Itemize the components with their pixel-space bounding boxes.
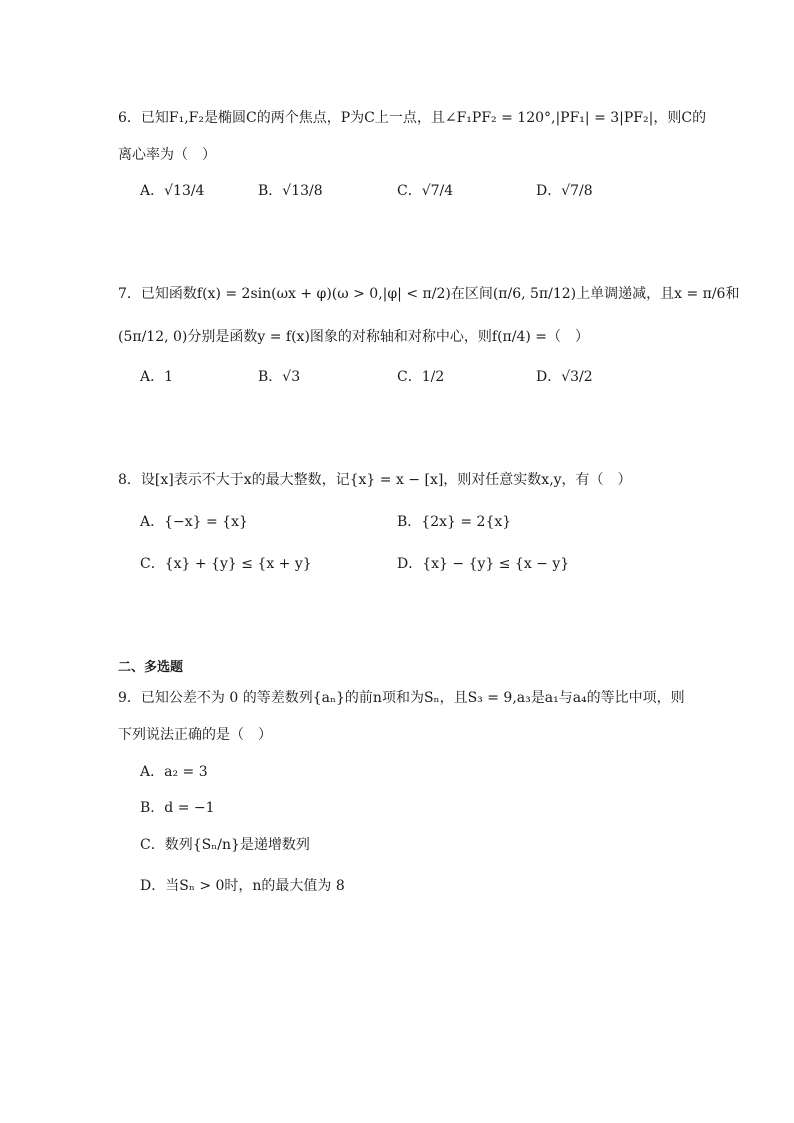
q8-option-d: D．{x} − {y} ≤ {x − y} bbox=[397, 556, 570, 572]
q7-option-a: A．1 bbox=[140, 369, 174, 385]
q7-stem-line1: 7．已知函数f(x) = 2sin(ωx + φ)(ω > 0,|φ| < π/2)在区间(π/6, 5π/12)上单调递减，且x = π/6和 bbox=[118, 286, 740, 302]
section-heading-multiple-choice: 二、多选题 bbox=[118, 660, 184, 675]
q9-stem-line2: 下列说法正确的是（ ） bbox=[118, 727, 272, 743]
q6-stem-line2: 离心率为（ ） bbox=[118, 147, 216, 163]
q7-option-b: B．√3 bbox=[258, 369, 301, 385]
q8-option-a: A．{−x} = {x} bbox=[140, 514, 248, 530]
q6-option-d: D．√7/8 bbox=[536, 183, 593, 199]
q7-stem-line2: (5π/12, 0)分别是函数y = f(x)图象的对称轴和对称中心，则f(π/4) =（ ） bbox=[118, 329, 590, 345]
q8-stem-line1: 8．设[x]表示不大于x的最大整数，记{x} = x − [x]，则对任意实数x,y，有（ ） bbox=[118, 472, 632, 488]
q9-option-b: B．d = −1 bbox=[140, 800, 215, 816]
q6-option-a: A．√13/4 bbox=[140, 183, 205, 199]
q6-stem-line1: 6．已知F₁,F₂是椭圆C的两个焦点，P为C上一点，且∠F₁PF₂ = 120°,|PF₁| = 3|PF₂|，则C的 bbox=[118, 110, 707, 126]
q9-option-a: A．a₂ = 3 bbox=[140, 764, 208, 780]
q7-option-d: D．√3/2 bbox=[536, 369, 593, 385]
q9-option-c: C．数列{Sₙ/n}是递增数列 bbox=[140, 837, 310, 853]
q7-option-c: C．1/2 bbox=[397, 369, 445, 385]
q6-option-b: B．√13/8 bbox=[258, 183, 323, 199]
q8-option-b: B．{2x} = 2{x} bbox=[397, 514, 512, 530]
q9-option-d: D．当Sₙ > 0时，n的最大值为 8 bbox=[140, 878, 345, 894]
q8-option-c: C．{x} + {y} ≤ {x + y} bbox=[140, 556, 312, 572]
q9-stem-line1: 9．已知公差不为 0 的等差数列{aₙ}的前n项和为Sₙ，且S₃ = 9,a₃是a₁与a₄的等比中项，则 bbox=[118, 690, 685, 706]
q6-option-c: C．√7/4 bbox=[397, 183, 454, 199]
